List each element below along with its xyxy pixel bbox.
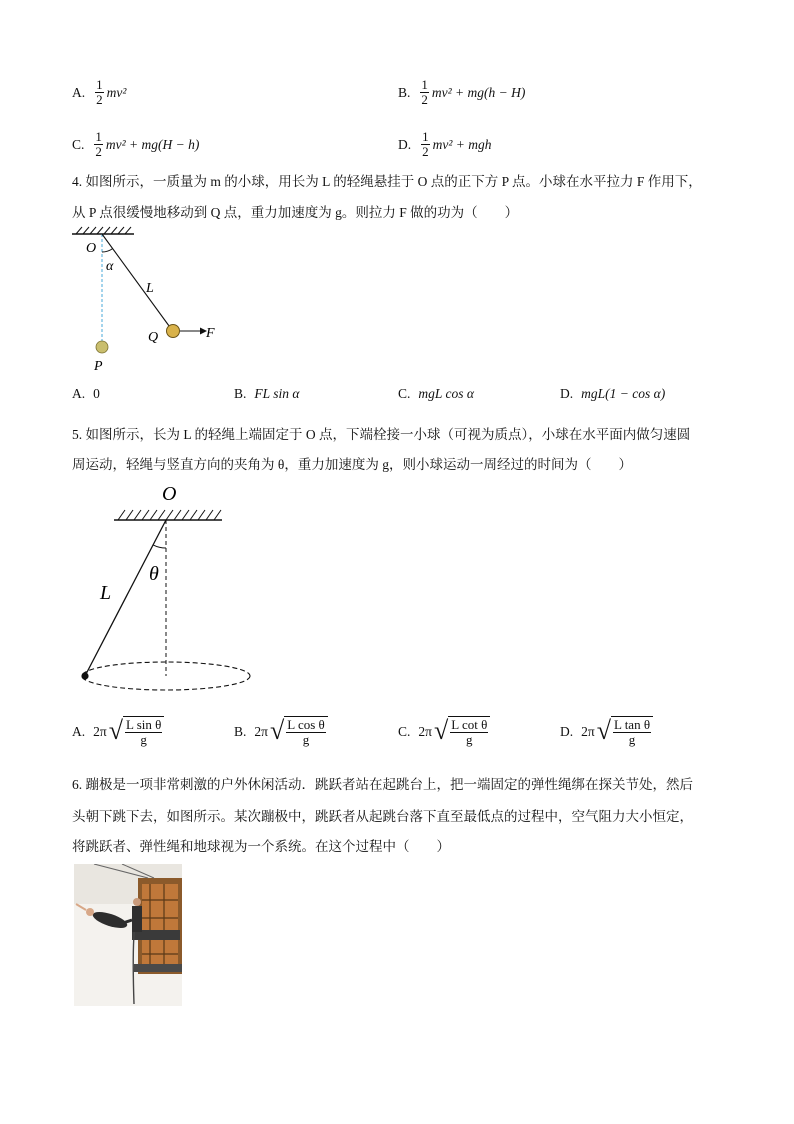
angle-arc: [102, 249, 113, 252]
prev-option-b: B. $\frac{1}{2}$ mv² + mg(h − H): [398, 77, 526, 107]
q5-option-c: C. 2π √ $\frac{\text{L cot θ}}{g}$: [398, 716, 490, 747]
bungee-jump-photo: [74, 864, 182, 1006]
label-theta: θ: [149, 563, 159, 585]
q4-option-c: C. mgL cos α: [398, 386, 474, 401]
label-q: Q: [148, 330, 159, 345]
label-o: O: [86, 241, 97, 256]
q4-stem-line1: 4. 如图所示，一质量为 m 的小球，用长为 L 的轻绳悬挂于 O 点的正下方 P 点。小球在水平拉力 F 作用下，: [72, 174, 702, 189]
fraction-half: $\frac{1}{2}$: [421, 77, 428, 107]
q4-stem-line2: 从 P 点很缓慢地移动到 Q 点，重力加速度为 g。则拉力 F 做的功为（ ）: [72, 205, 519, 220]
q6-stem-line3: 将跳跃者、弹性绳和地球视为一个系统。在这个过程中（ ）: [72, 839, 450, 854]
string-line: [102, 234, 172, 330]
fraction-half: $\frac{1}{2}$: [422, 129, 429, 159]
q4-option-b: B. FL sin α: [234, 386, 300, 401]
prev-option-a: A. $\frac{1}{2}$ mv²: [72, 77, 127, 107]
label-f: F: [206, 326, 215, 341]
label-alpha: α: [106, 259, 114, 274]
ceiling-hatch: [76, 227, 131, 234]
q5-stem-line1: 5. 如图所示，长为 L 的轻绳上端固定于 O 点，下端栓接一小球（可视为质点），小球在水平面内做匀速圆: [72, 427, 691, 442]
q4-option-d: D. mgL(1 − cos α): [560, 386, 666, 401]
q4-pendulum-figure: [66, 224, 236, 374]
q6-stem-line1: 6. 蹦极是一项非常刺激的户外休闲活动．跳跃者站在起跳台上，把一端固定的弹性绳绑在探关节处，然后: [72, 777, 693, 792]
prev-option-c: C. $\frac{1}{2}$ mv² + mg(H − h): [72, 129, 200, 159]
label-l: L: [146, 281, 154, 296]
string-line: [85, 520, 166, 676]
ball-q: [167, 325, 180, 338]
q5-option-b: B. 2π √ $\frac{\text{L cos θ}}{g}$: [234, 716, 328, 747]
prev-option-d: D. $\frac{1}{2}$ mv² + mgh: [398, 129, 492, 159]
fraction-half: $\frac{1}{2}$: [95, 129, 102, 159]
ceiling-hatch: [118, 510, 221, 520]
q6-stem-line2: 头朝下跳下去，如图所示。某次蹦极中，跳跃者从起跳台落下直至最低点的过程中，空气阻力大小恒定，: [72, 809, 693, 824]
q4-option-a: A. 0: [72, 386, 100, 401]
ball-p: [96, 341, 108, 353]
q5-option-a: A. 2π √ $\frac{\text{L sin θ}}{g}$: [72, 716, 164, 747]
label-l: L: [100, 582, 112, 604]
q5-option-d: D. 2π √ $\frac{\text{L tan θ}}{g}$: [560, 716, 653, 747]
q5-conical-pendulum-figure: [66, 478, 266, 698]
fraction-half: $\frac{1}{2}$: [96, 77, 103, 107]
q5-stem-line2: 周运动，轻绳与竖直方向的夹角为 θ，重力加速度为 g，则小球运动一周经过的时间为（ ）: [72, 457, 632, 472]
label-p: P: [94, 359, 103, 374]
label-o: O: [162, 483, 177, 505]
angle-arc: [153, 545, 166, 548]
ball: [81, 672, 88, 679]
